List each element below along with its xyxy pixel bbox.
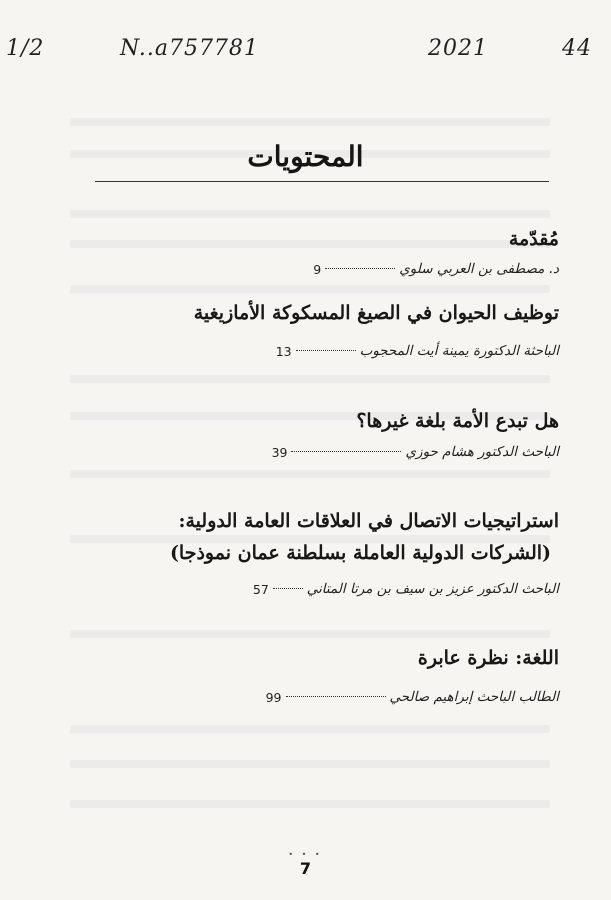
toc-entry-title: هل تبدع الأمة بلغة غيرها؟ bbox=[356, 410, 559, 432]
toc-entry-title: توظيف الحيوان في الصيغ المسكوكة الأمازيغية bbox=[193, 302, 559, 324]
handwritten-year: 2021 bbox=[428, 36, 488, 61]
bleed-through-line bbox=[70, 630, 550, 638]
toc-entry-title: مُقدّمة bbox=[508, 228, 559, 250]
toc-entry-title: اللغة: نظرة عابرة bbox=[417, 647, 559, 669]
toc-leader-dots bbox=[291, 441, 401, 452]
bleed-through-line bbox=[70, 285, 550, 293]
bleed-through-line bbox=[70, 470, 550, 478]
bleed-through-line bbox=[70, 760, 550, 768]
toc-entry-page: 13 bbox=[275, 343, 292, 359]
toc-entry-author: الباحث الدكتور هشام حوزي bbox=[405, 444, 559, 460]
title-underline bbox=[95, 181, 549, 182]
footer-ornament: • • • bbox=[288, 850, 323, 859]
toc-entry-author: د. مصطفى بن العربي سلوي bbox=[399, 261, 559, 277]
toc-entry-author: الباحثة الدكتورة يمينة أيت المحجوب bbox=[359, 343, 559, 359]
toc-entry-author-line bbox=[90, 578, 559, 600]
handwritten-catalog-number: N..a757781 bbox=[120, 36, 259, 61]
page-number: 7 bbox=[299, 859, 312, 878]
toc-leader-dots bbox=[286, 686, 386, 697]
page-footer bbox=[0, 851, 611, 878]
bleed-through-line bbox=[70, 800, 550, 808]
toc-entry-title: استراتيجيات الاتصال في العلاقات العامة الدولية: bbox=[178, 510, 559, 532]
toc-entry-page: 9 bbox=[313, 261, 322, 277]
bleed-through-line bbox=[70, 375, 550, 383]
bleed-through-line bbox=[70, 210, 550, 218]
toc-entry-author-line bbox=[90, 686, 559, 708]
handwritten-number: 44 bbox=[562, 36, 592, 61]
toc-entry-title-continued: (الشركات الدولية العاملة بسلطنة عمان نموذجا) bbox=[169, 542, 551, 564]
toc-leader-dots bbox=[273, 578, 303, 589]
toc-entry-page: 99 bbox=[265, 689, 282, 705]
page-title: المحتويات bbox=[247, 140, 364, 173]
toc-entry-author-line bbox=[90, 441, 559, 463]
bleed-through-line bbox=[70, 240, 550, 248]
toc-entry-author: الباحث الدكتور عزيز بن سيف بن مرتا المتاني bbox=[306, 581, 559, 597]
bleed-through-line bbox=[70, 118, 550, 126]
toc-entry-page: 39 bbox=[271, 444, 288, 460]
handwritten-fraction: 1/2 bbox=[6, 36, 45, 61]
toc-entry-author-line bbox=[90, 340, 559, 362]
toc-leader-dots bbox=[296, 340, 356, 351]
toc-entry-author-line bbox=[90, 258, 559, 280]
toc-entry-page: 57 bbox=[252, 581, 269, 597]
bleed-through-line bbox=[70, 725, 550, 733]
toc-leader-dots bbox=[325, 258, 395, 269]
toc-entry-author: الطالب الباحث إبراهيم صالحي bbox=[389, 689, 559, 705]
